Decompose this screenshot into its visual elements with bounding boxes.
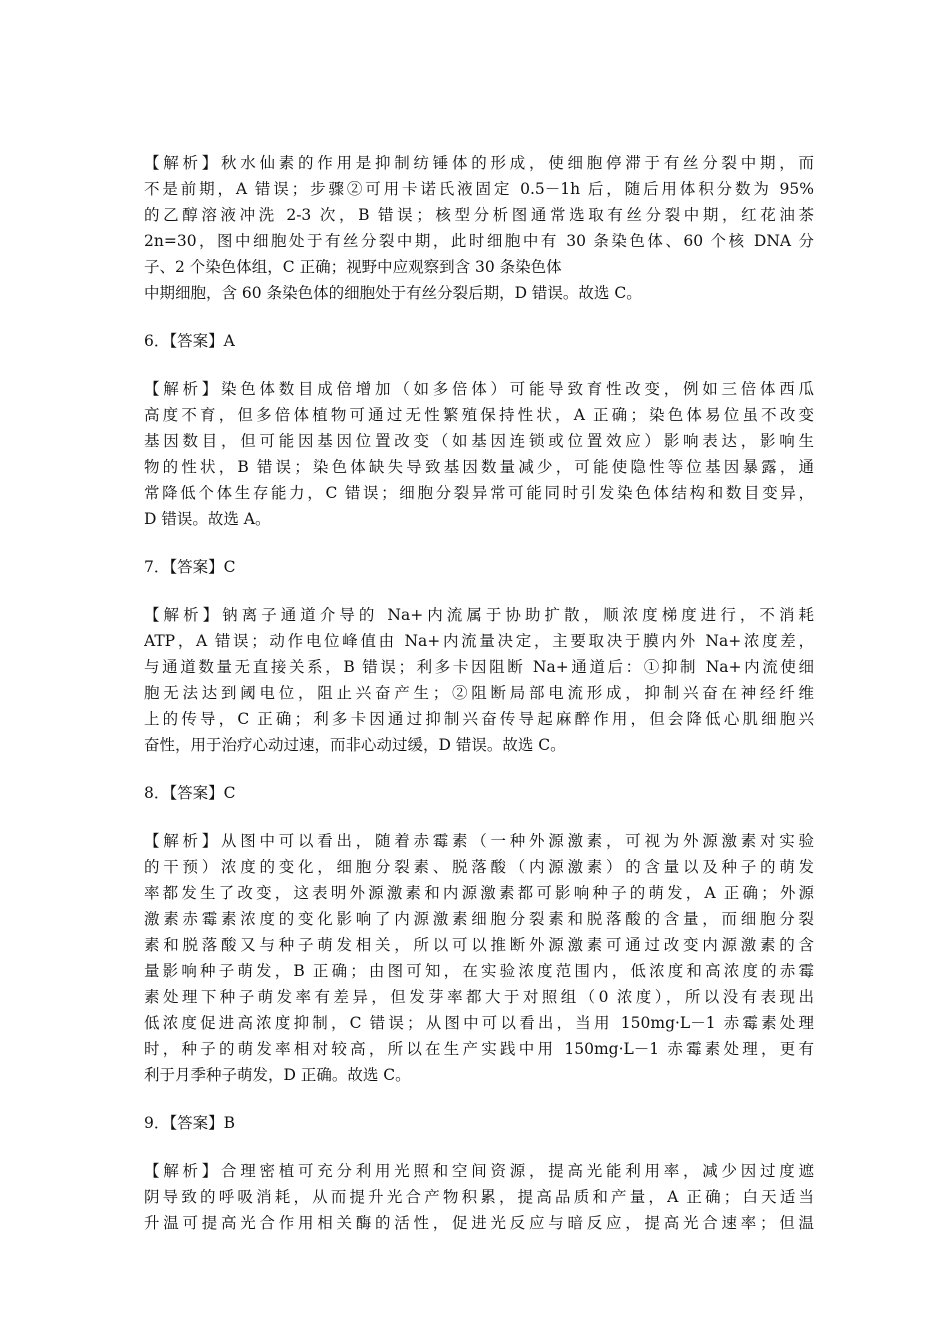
text-line: ATP，A 错误；动作电位峰值由 Na+内流量决定，主要取决于膜内外 Na+浓度差， <box>144 632 814 650</box>
text-line: 低浓度促进高浓度抑制，C 错误；从图中可以看出，当用 150mg·L－1 赤霉素处理 <box>144 1014 814 1032</box>
text-line: 上的传导，C 正确；利多卡因通过抑制兴奋传导起麻醉作用，但会降低心肌细胞兴 <box>144 710 814 728</box>
analysis-7 <box>144 602 814 758</box>
text-line: 奋性，用于治疗心动过速，而非心动过缓，D 错误。故选 C。 <box>144 736 566 754</box>
text-line: 【解析】秋水仙素的作用是抑制纺锤体的形成，使细胞停滞于有丝分裂中期，而 <box>144 154 814 172</box>
text-line: 素处理下种子萌发率有差异，但发芽率都大于对照组（0 浓度），所以没有表现出 <box>144 988 814 1006</box>
text-line: 基因数目，但可能因基因位置改变（如基因连锁或位置效应）影响表达，影响生 <box>144 432 814 450</box>
answer-heading-6: 6．【答案】A <box>144 332 235 350</box>
text-line: 胞无法达到阈电位，阻止兴奋产生；②阻断局部电流形成，抑制兴奋在神经纤维 <box>144 684 814 702</box>
text-line: 子、2 个染色体组，C 正确；视野中应观察到含 30 条染色体 <box>144 258 562 276</box>
answer-heading-7: 7．【答案】C <box>144 558 236 576</box>
text-line: 【解析】染色体数目成倍增加（如多倍体）可能导致育性改变，例如三倍体西瓜 <box>144 380 814 398</box>
answer-heading-8: 8．【答案】C <box>144 784 236 802</box>
text-line: 的干预）浓度的变化，细胞分裂素、脱落酸（内源激素）的含量以及种子的萌发 <box>144 858 814 876</box>
text-line: 利于月季种子萌发，D 正确。故选 C。 <box>144 1066 411 1084</box>
answer-heading-9: 9．【答案】B <box>144 1114 236 1132</box>
text-line: 时，种子的萌发率相对较高，所以在生产实践中用 150mg·L－1 赤霉素处理，更有 <box>144 1040 814 1058</box>
text-line: 升温可提高光合作用相关酶的活性，促进光反应与暗反应，提高光合速率；但温 <box>144 1214 814 1232</box>
analysis-6 <box>144 376 814 532</box>
text-line: 2n=30，图中细胞处于有丝分裂中期，此时细胞中有 30 条染色体、60 个核 DNA 分 <box>144 232 814 250</box>
text-line: 【解析】从图中可以看出，随着赤霉素（一种外源激素，可视为外源激素对实验 <box>144 832 814 850</box>
text-line: 素和脱落酸又与种子萌发相关，所以可以推断外源激素可通过改变内源激素的含 <box>144 936 814 954</box>
text-line: 量影响种子萌发，B 正确；由图可知，在实验浓度范围内，低浓度和高浓度的赤霉 <box>144 962 814 980</box>
text-line: 【解析】钠离子通道介导的 Na+内流属于协助扩散，顺浓度梯度进行，不消耗 <box>144 606 814 624</box>
analysis-9 <box>144 1158 814 1236</box>
analysis-5 <box>144 150 814 306</box>
text-line: 的乙醇溶液冲洗 2-3 次，B 错误；核型分析图通常选取有丝分裂中期，红花油茶 <box>144 206 814 224</box>
text-line: 激素赤霉素浓度的变化影响了内源激素细胞分裂素和脱落酸的含量，而细胞分裂 <box>144 910 814 928</box>
text-line: 中期细胞，含 60 条染色体的细胞处于有丝分裂后期，D 错误。故选 C。 <box>144 284 642 302</box>
text-line: D 错误。故选 A。 <box>144 510 271 528</box>
text-line: 【解析】合理密植可充分利用光照和空间资源，提高光能利用率，减少因过度遮 <box>144 1162 814 1180</box>
answer-content <box>144 150 814 1236</box>
text-line: 阴导致的呼吸消耗，从而提升光合产物积累，提高品质和产量，A 正确；白天适当 <box>144 1188 814 1206</box>
text-line: 常降低个体生存能力，C 错误；细胞分裂异常可能同时引发染色体结构和数目变异， <box>144 484 814 502</box>
text-line: 与通道数量无直接关系，B 错误；利多卡因阻断 Na+通道后：①抑制 Na+内流使细 <box>144 658 814 676</box>
text-line: 高度不育，但多倍体植物可通过无性繁殖保持性状，A 正确；染色体易位虽不改变 <box>144 406 814 424</box>
text-line: 物的性状，B 错误；染色体缺失导致基因数量减少，可能使隐性等位基因暴露，通 <box>144 458 814 476</box>
analysis-8 <box>144 828 814 1088</box>
text-line: 率都发生了改变，这表明外源激素和内源激素都可影响种子的萌发，A 正确；外源 <box>144 884 814 902</box>
text-line: 不是前期，A 错误；步骤②可用卡诺氏液固定 0.5－1h 后，随后用体积分数为 95% <box>144 180 814 198</box>
